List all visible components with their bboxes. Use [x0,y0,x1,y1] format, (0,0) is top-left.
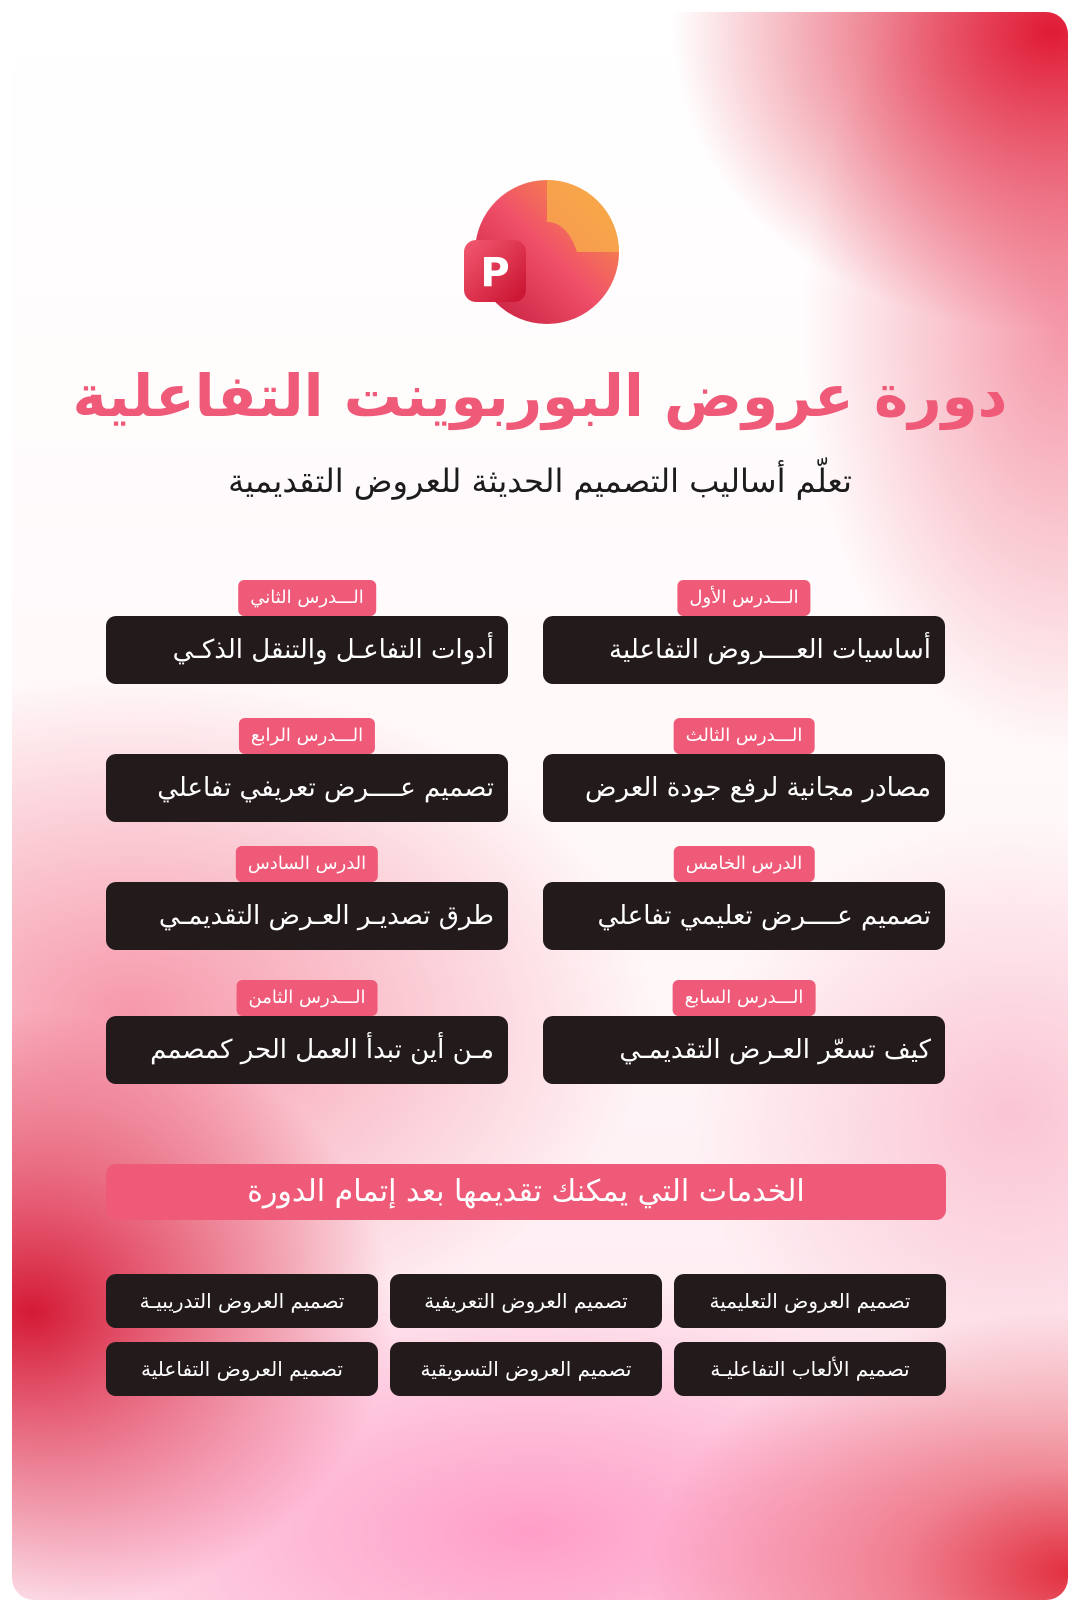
page-title: دورة عروض البوربوينت التفاعلية [72,362,1008,430]
lesson-3 [543,718,945,828]
lesson-tag: الدرس السادس [236,846,378,882]
logo-letter: P [480,250,510,296]
lesson-4 [106,718,508,828]
lesson-tag: الـــدرس الثاني [238,580,376,616]
lesson-1 [543,580,945,690]
lesson-tag: الـــدرس السابع [673,980,816,1016]
lesson-title: طرق تصديـر العـرض التقديمـي [106,882,508,950]
service-item: تصميم العروض التدريبيـة [106,1274,378,1328]
lesson-title: أساسيات العــــروض التفاعلية [543,616,945,684]
service-item: تصميم الألعاب التفاعليـة [674,1342,946,1396]
service-item: تصميم العروض التعريفية [390,1274,662,1328]
service-item: تصميم العروض التسويقية [390,1342,662,1396]
lesson-tag: الـــدرس الأول [677,580,810,616]
lesson-title: تصميم عــــرض تعليمي تفاعلي [543,882,945,950]
poster-card [12,12,1068,1600]
lesson-2 [106,580,508,690]
lesson-tag: الدرس الخامس [674,846,815,882]
lesson-tag: الـــدرس الثالث [674,718,815,754]
lesson-6 [106,846,508,956]
lesson-tag: الـــدرس الثامن [237,980,378,1016]
services-heading: الخدمات التي يمكنك تقديمها بعد إتمام الدورة [106,1164,946,1220]
lesson-title: مصادر مجانية لرفع جودة العرض [543,754,945,822]
lesson-title: كيف تسعّر العـرض التقديمـي [543,1016,945,1084]
lesson-5 [543,846,945,956]
lesson-tag: الـــدرس الرابع [239,718,375,754]
lesson-title: أدوات التفاعـل والتنقل الذكـي [106,616,508,684]
service-item: تصميم العروض التعليمية [674,1274,946,1328]
lesson-7 [543,980,945,1090]
lesson-8 [106,980,508,1090]
lesson-title: مـن أين تبدأ العمل الحر كمصمم [106,1016,508,1084]
powerpoint-icon [452,172,622,342]
lesson-title: تصميم عــــرض تعريفي تفاعلي [106,754,508,822]
service-item: تصميم العروض التفاعلية [106,1342,378,1396]
page-subtitle: تعلّم أساليب التصميم الحديثة للعروض التقديمية [228,462,852,500]
